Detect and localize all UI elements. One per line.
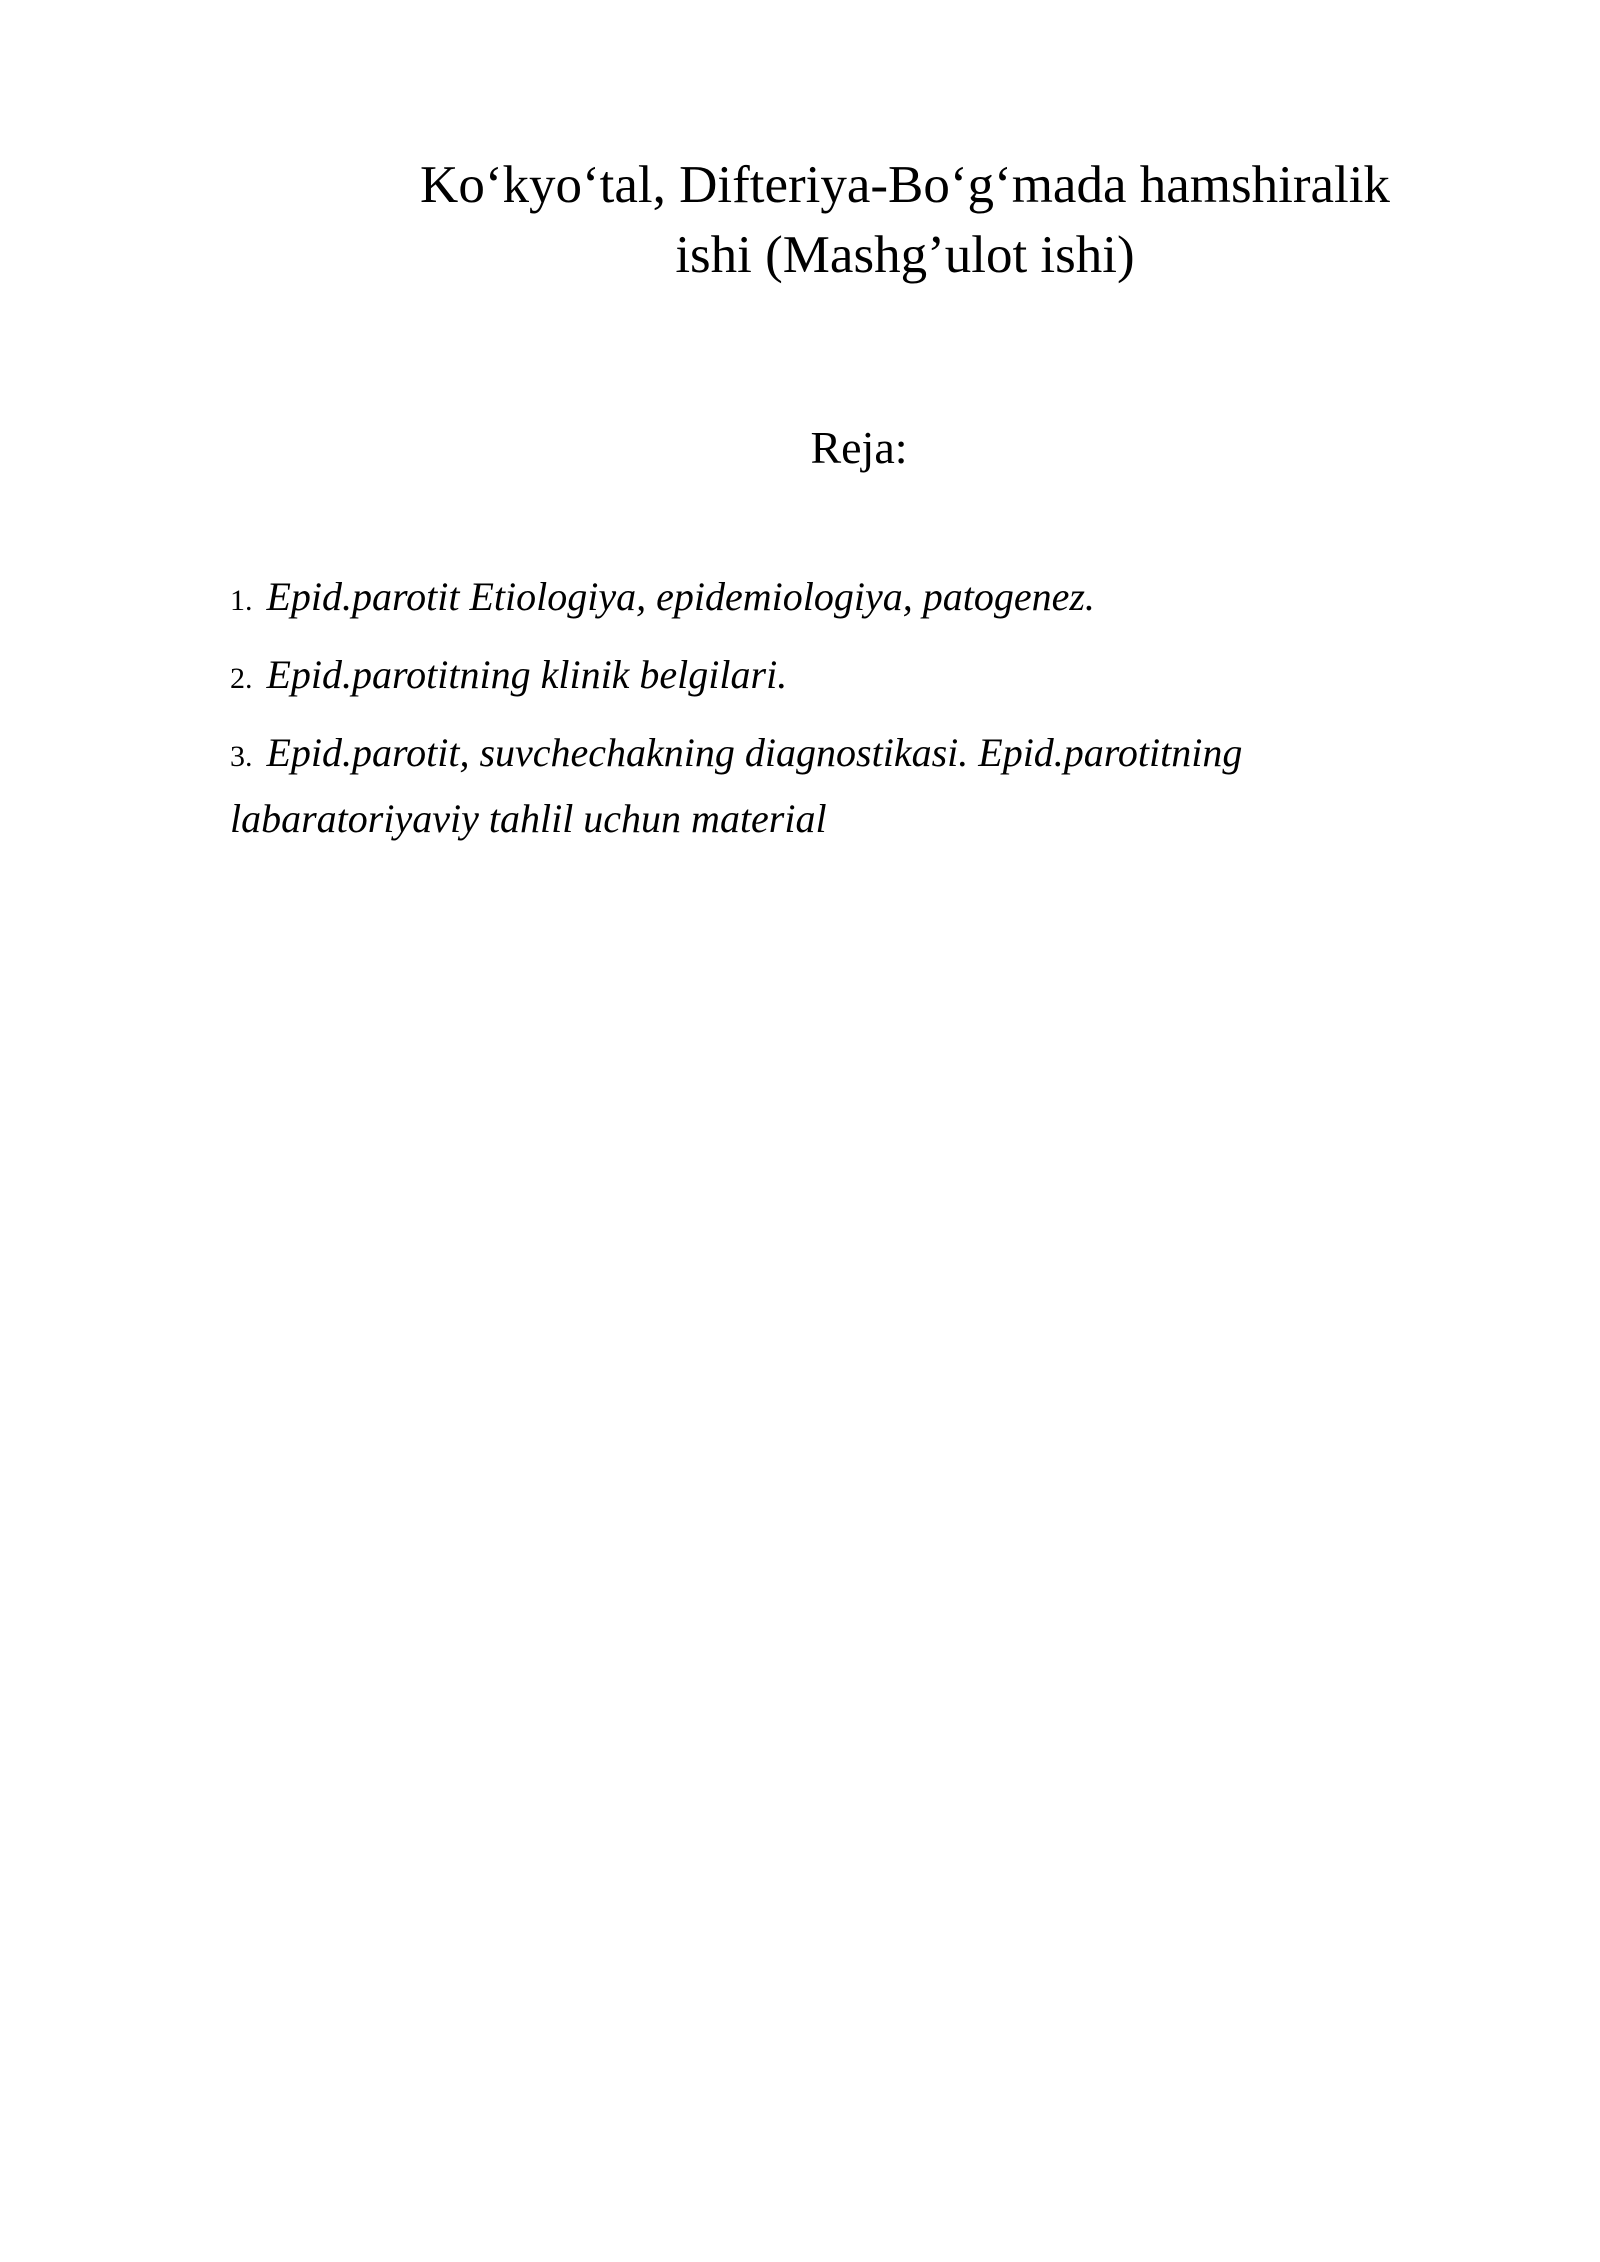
plan-item-number: 3. [230, 740, 253, 773]
plan-item-text: Epid.parotit Etiologiya, epidemiologiya, patogenez. [266, 574, 1095, 619]
plan-item-text: Epid.parotit, suvchechakning diagnostikasi. Epid.parotitning [266, 730, 1243, 775]
plan-item-text: Epid.parotitning klinik belgilari. [266, 652, 788, 697]
plan-item-number: 1. [230, 584, 253, 617]
plan-item-1 [230, 560, 1410, 638]
document-title [230, 150, 1580, 290]
plan-item-3-continuation: labaratoriyaviy tahlil uchun material [230, 796, 827, 841]
plan-list [230, 560, 1410, 794]
plan-item-2 [230, 638, 1410, 716]
title-line-1: Ko‘kyo‘tal, Difteriya-Bo‘g‘mada hamshiralik [420, 156, 1390, 214]
title-line-2: ishi (Mashg’ulot ishi) [675, 226, 1135, 284]
plan-item-number: 2. [230, 662, 253, 695]
plan-heading: Reja: [810, 422, 908, 473]
